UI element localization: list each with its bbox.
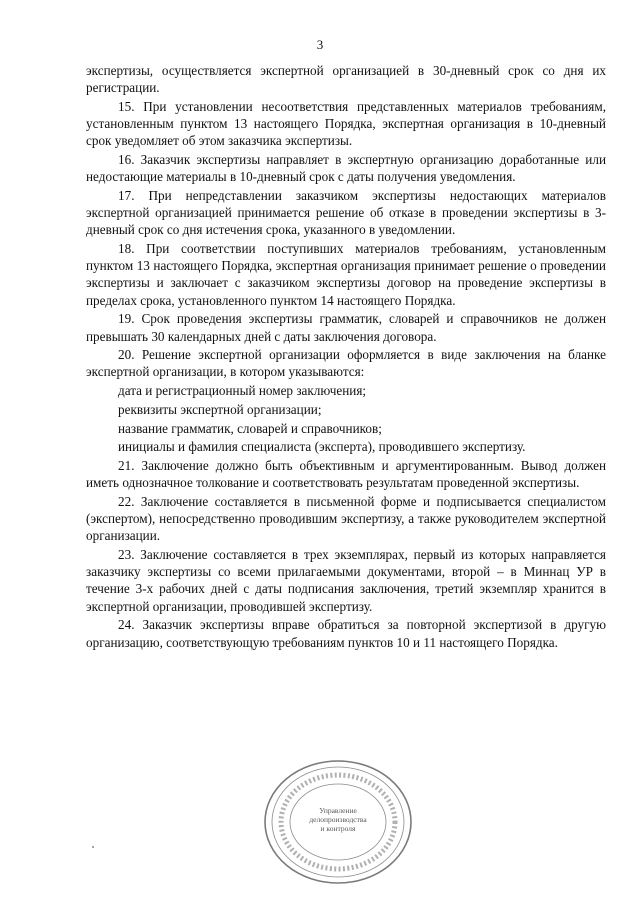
paragraph-18: 18. При соответствии поступивших материалов требованиям, установленным пунктом 13 настоящего Порядка, экспертная организация принимает решение о проведении экспертизы и заключает с заказчиком экспертизы договор на проведение экспертизы в пределах срока, установленного пунктом 14 настоящего Порядка.	[86, 241, 606, 308]
document-body	[86, 62, 606, 652]
list-item: дата и регистрационный номер заключения;	[118, 383, 367, 399]
stamp-text	[262, 806, 414, 833]
paragraph-14-continuation: экспертизы, осуществляется экспертной организацией в 30-дневный срок со дня их регистрации.	[86, 63, 606, 96]
conclusion-fields-list	[86, 382, 606, 455]
paragraph-23: 23. Заключение составляется в трех экземплярах, первый из которых направляется заказчику экспертизы со всеми прилагаемыми документами, второй – в Миннац УР в течение 3-х рабочих дней с даты подписания заключения, третий экземпляр хранится в экспертной организации, проводившей экспертизу.	[86, 546, 606, 614]
stamp-line-3: и контроля	[320, 824, 356, 833]
paragraph-16: 16. Заказчик экспертизы направляет в экспертную организацию доработанные или недостающие материалы в 10-дневный срок с даты получения уведомления.	[86, 152, 606, 185]
page-number: 3	[316, 37, 324, 52]
list-item: название грамматик, словарей и справочников;	[118, 420, 382, 436]
scan-speck	[92, 846, 94, 848]
paragraph-24: 24. Заказчик экспертизы вправе обратиться за повторной экспертизой в другую организацию, соответствующую требованиям пунктов 10 и 11 настоящего Порядка.	[86, 617, 606, 650]
list-item: инициалы и фамилия специалиста (эксперта), проводившего экспертизу.	[118, 439, 526, 455]
stamp-line-1: Управление	[319, 806, 357, 815]
stamp-line-2: делопроизводства	[309, 815, 367, 824]
paragraph-21: 21. Заключение должно быть объективным и аргументированным. Вывод должен иметь однозначное толкование и соответствовать результатам проведенной экспертизы.	[86, 457, 606, 491]
paragraph-17: 17. При непредставлении заказчиком экспертизы недостающих материалов экспертной организацией принимается решение об отказе в проведении экспертизы в 3-дневный срок со дня истечения срока, указанного в уведомлении.	[86, 187, 606, 238]
paragraph-15: 15. При установлении несоответствия представленных материалов требованиям, установленным пунктом 13 настоящего Порядка, экспертная организация в 10-дневный срок уведомляет об этом заказчика экспертизы.	[86, 98, 606, 149]
paragraph-19: 19. Срок проведения экспертизы грамматик, словарей и справочников не должен превышать 30 календарных дней с даты заключения договора.	[86, 311, 606, 344]
list-item: реквизиты экспертной организации;	[118, 401, 322, 417]
paragraph-22: 22. Заключение составляется в письменной форме и подписывается специалистом (экспертом), непосредственно проводившим экспертизу, а также руководителем экспертной организации.	[86, 493, 606, 544]
paragraph-20: 20. Решение экспертной организации оформляется в виде заключения на бланке экспертной организации, в котором указываются:	[86, 347, 606, 380]
official-stamp	[262, 758, 414, 886]
